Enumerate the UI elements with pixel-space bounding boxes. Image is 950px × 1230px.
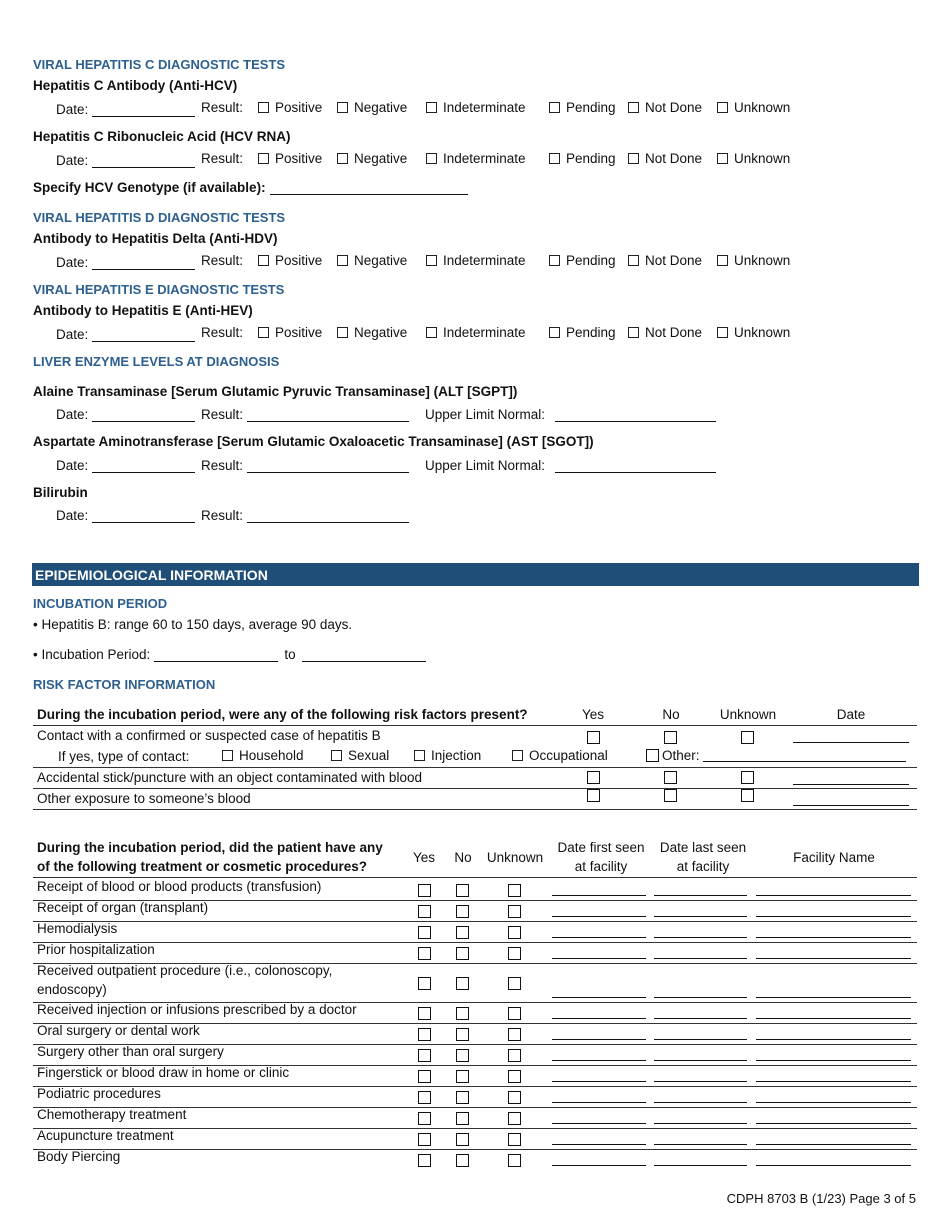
risk-divider bbox=[33, 809, 917, 810]
incubation-note: • Hepatitis B: range 60 to 150 days, average 90 days. bbox=[33, 617, 353, 632]
option-label: Not Done bbox=[645, 252, 703, 268]
date-label: Date: bbox=[56, 327, 89, 342]
checkbox-icon[interactable] bbox=[549, 102, 560, 113]
proc-divider bbox=[33, 877, 917, 878]
risk-question: During the incubation period, were any of the following risk factors present? bbox=[37, 707, 528, 722]
proc-yes-checkbox[interactable] bbox=[418, 1028, 431, 1041]
checkbox-icon[interactable] bbox=[426, 255, 437, 266]
option-label: Indeterminate bbox=[443, 324, 526, 340]
checkbox-icon[interactable] bbox=[717, 255, 728, 266]
proc-no-checkbox[interactable] bbox=[456, 926, 469, 939]
anti-hdv-row-option-pending[interactable] bbox=[549, 250, 616, 270]
date-field[interactable] bbox=[92, 329, 195, 342]
proc-no-checkbox[interactable] bbox=[456, 1070, 469, 1083]
option-label: Positive bbox=[275, 252, 323, 268]
risk-contact-no-checkbox[interactable] bbox=[664, 731, 677, 744]
proc-unknown-checkbox[interactable] bbox=[508, 1091, 521, 1104]
proc-yes-checkbox[interactable] bbox=[418, 1070, 431, 1083]
proc-unknown-checkbox[interactable] bbox=[508, 947, 521, 960]
risk-heading: RISK FACTOR INFORMATION bbox=[33, 677, 216, 692]
result-field[interactable] bbox=[247, 409, 409, 422]
proc-yes-checkbox[interactable] bbox=[418, 1154, 431, 1167]
anti-hdv-row-option-positive[interactable] bbox=[258, 250, 322, 270]
proc-first-seen-field[interactable] bbox=[552, 997, 646, 998]
proc-row-label: Surgery other than oral surgery bbox=[37, 1044, 224, 1059]
checkbox-icon[interactable] bbox=[258, 327, 269, 338]
hcv-rna-title: Hepatitis C Ribonucleic Acid (HCV RNA) bbox=[33, 129, 291, 144]
option-label: Negative bbox=[354, 99, 408, 115]
proc-row-label: Chemotherapy treatment bbox=[37, 1107, 187, 1122]
proc-last-seen-field[interactable] bbox=[654, 958, 747, 959]
option-label: Not Done bbox=[645, 150, 703, 166]
proc-facility-field[interactable] bbox=[756, 1060, 911, 1061]
ast-title: Aspartate Aminotransferase [Serum Glutamic Oxaloacetic Transaminase] (AST [SGOT]) bbox=[33, 434, 594, 449]
sexual-checkbox[interactable] bbox=[331, 750, 342, 761]
proc-row-label: Body Piercing bbox=[37, 1149, 121, 1164]
risk-other-yes-checkbox[interactable] bbox=[587, 789, 600, 802]
checkbox-icon[interactable] bbox=[426, 327, 437, 338]
option-label: Indeterminate bbox=[443, 150, 526, 166]
option-label: Unknown bbox=[734, 99, 791, 115]
household-label: Household bbox=[239, 748, 304, 763]
date-label: Date: bbox=[56, 255, 89, 270]
result-label: Result: bbox=[201, 508, 244, 523]
checkbox-icon[interactable] bbox=[258, 102, 269, 113]
checkbox-icon[interactable] bbox=[628, 153, 639, 164]
anti-hdv-row-option-indeterminate[interactable] bbox=[426, 250, 526, 270]
proc-yes-checkbox[interactable] bbox=[418, 926, 431, 939]
anti-hdv-title: Antibody to Hepatitis Delta (Anti-HDV) bbox=[33, 231, 278, 246]
proc-yes-checkbox[interactable] bbox=[418, 905, 431, 918]
result-label: Result: bbox=[201, 407, 244, 422]
checkbox-icon[interactable] bbox=[717, 327, 728, 338]
uln-label: Upper Limit Normal: bbox=[425, 458, 546, 473]
occupational-label: Occupational bbox=[529, 748, 608, 763]
result-label: Result: bbox=[201, 150, 244, 166]
incubation-to-label: to bbox=[284, 647, 296, 662]
proc-no-checkbox[interactable] bbox=[456, 1091, 469, 1104]
proc-no-checkbox[interactable] bbox=[456, 884, 469, 897]
result-label: Result: bbox=[201, 252, 244, 268]
anti-hdv-row-option-unknown[interactable] bbox=[717, 250, 790, 270]
option-label: Not Done bbox=[645, 324, 703, 340]
proc-divider bbox=[33, 942, 917, 943]
proc-col-no: No bbox=[454, 850, 472, 865]
contact-type-sexual[interactable] bbox=[331, 748, 389, 763]
proc-last-seen-field[interactable] bbox=[654, 1081, 747, 1082]
checkbox-icon[interactable] bbox=[426, 153, 437, 164]
sexual-label: Sexual bbox=[348, 748, 390, 763]
proc-unknown-checkbox[interactable] bbox=[508, 1049, 521, 1062]
checkbox-icon[interactable] bbox=[628, 255, 639, 266]
option-label: Not Done bbox=[645, 99, 703, 115]
option-label: Indeterminate bbox=[443, 252, 526, 268]
proc-unknown-checkbox[interactable] bbox=[508, 926, 521, 939]
risk-stick-unknown-checkbox[interactable] bbox=[741, 771, 754, 784]
risk-other-unknown-checkbox[interactable] bbox=[741, 789, 754, 802]
proc-last-seen-field[interactable] bbox=[654, 1144, 747, 1145]
anti-hcv-row-option-negative[interactable] bbox=[337, 97, 407, 117]
risk-contact-date-field[interactable] bbox=[793, 742, 909, 743]
anti-hev-row-option-positive[interactable] bbox=[258, 322, 322, 342]
proc-facility-field[interactable] bbox=[756, 937, 911, 938]
anti-hcv-row-option-not-done[interactable] bbox=[628, 97, 702, 117]
contact-type-injection[interactable] bbox=[414, 748, 481, 763]
incubation-end-field[interactable] bbox=[302, 649, 426, 662]
other-checkbox[interactable] bbox=[646, 749, 659, 762]
anti-hcv-title: Hepatitis C Antibody (Anti-HCV) bbox=[33, 78, 238, 93]
anti-hev-row-option-not-done[interactable] bbox=[628, 322, 702, 342]
proc-row-label: Received outpatient procedure (i.e., colonoscopy, bbox=[37, 963, 333, 978]
date-field[interactable] bbox=[92, 155, 195, 168]
proc-facility-field[interactable] bbox=[756, 958, 911, 959]
anti-hcv-row-option-unknown[interactable] bbox=[717, 97, 790, 117]
option-label: Indeterminate bbox=[443, 99, 526, 115]
option-label: Positive bbox=[275, 150, 323, 166]
anti-hcv-row-option-indeterminate[interactable] bbox=[426, 97, 526, 117]
proc-unknown-checkbox[interactable] bbox=[508, 977, 521, 990]
proc-no-checkbox[interactable] bbox=[456, 1112, 469, 1125]
proc-unknown-checkbox[interactable] bbox=[508, 884, 521, 897]
anti-hcv-row-option-positive[interactable] bbox=[258, 97, 322, 117]
risk-col-date: Date bbox=[836, 707, 866, 722]
risk-row-stick: Accidental stick/puncture with an object contaminated with blood bbox=[37, 770, 422, 785]
hcv-genotype-row bbox=[33, 180, 468, 195]
anti-hdv-row-option-not-done[interactable] bbox=[628, 250, 702, 270]
proc-last-seen-field[interactable] bbox=[654, 937, 747, 938]
option-label: Unknown bbox=[734, 324, 791, 340]
proc-col-first-2: at facility bbox=[574, 859, 628, 874]
proc-no-checkbox[interactable] bbox=[456, 1028, 469, 1041]
anti-hdv-row-option-negative[interactable] bbox=[337, 250, 407, 270]
proc-row-label: Receipt of organ (transplant) bbox=[37, 900, 209, 915]
proc-col-last-2: at facility bbox=[676, 859, 730, 874]
proc-facility-field[interactable] bbox=[756, 1144, 911, 1145]
proc-col-last-1: Date last seen bbox=[659, 840, 747, 855]
proc-first-seen-field[interactable] bbox=[552, 1123, 646, 1124]
hcv-rna-row-option-pending[interactable] bbox=[549, 148, 616, 168]
proc-question-line1: During the incubation period, did the patient have any bbox=[37, 840, 383, 855]
proc-first-seen-field[interactable] bbox=[552, 1039, 646, 1040]
proc-row-label: Receipt of blood or blood products (transfusion) bbox=[37, 879, 322, 894]
proc-divider bbox=[33, 1086, 917, 1087]
date-field[interactable] bbox=[92, 104, 195, 117]
proc-unknown-checkbox[interactable] bbox=[508, 905, 521, 918]
proc-col-unknown: Unknown bbox=[486, 850, 544, 865]
proc-facility-field[interactable] bbox=[756, 1165, 911, 1166]
proc-first-seen-field[interactable] bbox=[552, 1060, 646, 1061]
risk-col-unknown: Unknown bbox=[719, 707, 777, 722]
other-field[interactable] bbox=[703, 749, 906, 762]
result-label: Result: bbox=[201, 458, 244, 473]
proc-row-label: Oral surgery or dental work bbox=[37, 1023, 200, 1038]
result-label: Result: bbox=[201, 99, 244, 115]
date-label: Date: bbox=[56, 407, 89, 422]
proc-yes-checkbox[interactable] bbox=[418, 947, 431, 960]
proc-yes-checkbox[interactable] bbox=[418, 1007, 431, 1020]
proc-col-yes: Yes bbox=[412, 850, 436, 865]
occupational-checkbox[interactable] bbox=[512, 750, 523, 761]
anti-hev-row-option-negative[interactable] bbox=[337, 322, 407, 342]
incubation-start-field[interactable] bbox=[154, 649, 278, 662]
risk-divider bbox=[33, 725, 917, 726]
date-field[interactable] bbox=[92, 409, 195, 422]
proc-last-seen-field[interactable] bbox=[654, 1018, 747, 1019]
proc-yes-checkbox[interactable] bbox=[418, 1112, 431, 1125]
proc-first-seen-field[interactable] bbox=[552, 1081, 646, 1082]
checkbox-icon[interactable] bbox=[549, 327, 560, 338]
proc-unknown-checkbox[interactable] bbox=[508, 1154, 521, 1167]
risk-other-no-checkbox[interactable] bbox=[664, 789, 677, 802]
checkbox-icon[interactable] bbox=[337, 327, 348, 338]
proc-first-seen-field[interactable] bbox=[552, 916, 646, 917]
anti-hev-row-option-pending[interactable] bbox=[549, 322, 616, 342]
uln-field[interactable] bbox=[555, 460, 716, 473]
proc-divider bbox=[33, 921, 917, 922]
proc-last-seen-field[interactable] bbox=[654, 1039, 747, 1040]
proc-yes-checkbox[interactable] bbox=[418, 1049, 431, 1062]
risk-col-no: No bbox=[662, 707, 680, 722]
uln-field[interactable] bbox=[555, 409, 716, 422]
alt-title: Alaine Transaminase [Serum Glutamic Pyruvic Transaminase] (ALT [SGPT]) bbox=[33, 384, 518, 399]
proc-no-checkbox[interactable] bbox=[456, 1133, 469, 1146]
checkbox-icon[interactable] bbox=[258, 153, 269, 164]
checkbox-icon[interactable] bbox=[717, 153, 728, 164]
proc-last-seen-field[interactable] bbox=[654, 1060, 747, 1061]
proc-facility-field[interactable] bbox=[756, 1123, 911, 1124]
proc-divider bbox=[33, 1149, 917, 1150]
anti-hev-row-option-unknown[interactable] bbox=[717, 322, 790, 342]
incubation-period-label: • Incubation Period: bbox=[33, 647, 151, 662]
footer-text: CDPH 8703 B (1/23) Page 3 of 5 bbox=[726, 1191, 916, 1206]
contact-type-label: If yes, type of contact: bbox=[58, 749, 190, 764]
checkbox-icon[interactable] bbox=[549, 153, 560, 164]
hev-heading: VIRAL HEPATITIS E DIAGNOSTIC TESTS bbox=[33, 282, 285, 297]
proc-no-checkbox[interactable] bbox=[456, 1007, 469, 1020]
proc-question-line2: of the following treatment or cosmetic procedures? bbox=[37, 859, 368, 874]
date-label: Date: bbox=[56, 153, 89, 168]
proc-facility-field[interactable] bbox=[756, 1039, 911, 1040]
option-label: Pending bbox=[566, 252, 616, 268]
proc-unknown-checkbox[interactable] bbox=[508, 1028, 521, 1041]
checkbox-icon[interactable] bbox=[426, 102, 437, 113]
date-label: Date: bbox=[56, 458, 89, 473]
hcv-genotype-field[interactable] bbox=[270, 182, 468, 195]
contact-type-household[interactable] bbox=[222, 748, 304, 763]
proc-yes-checkbox[interactable] bbox=[418, 1133, 431, 1146]
date-field[interactable] bbox=[92, 257, 195, 270]
option-label: Positive bbox=[275, 99, 323, 115]
other-label: Other: bbox=[662, 748, 700, 763]
option-label: Pending bbox=[566, 99, 616, 115]
risk-stick-no-checkbox[interactable] bbox=[664, 771, 677, 784]
proc-facility-field[interactable] bbox=[756, 1081, 911, 1082]
option-label: Negative bbox=[354, 324, 408, 340]
hcv-rna-row-option-indeterminate[interactable] bbox=[426, 148, 526, 168]
risk-stick-yes-checkbox[interactable] bbox=[587, 771, 600, 784]
proc-last-seen-field[interactable] bbox=[654, 895, 747, 896]
anti-hev-row-option-indeterminate[interactable] bbox=[426, 322, 526, 342]
injection-label: Injection bbox=[431, 748, 482, 763]
proc-first-seen-field[interactable] bbox=[552, 937, 646, 938]
option-label: Positive bbox=[275, 324, 323, 340]
incubation-heading: INCUBATION PERIOD bbox=[33, 596, 168, 611]
risk-contact-yes-checkbox[interactable] bbox=[587, 731, 600, 744]
proc-facility-field[interactable] bbox=[756, 895, 911, 896]
risk-other-date-field[interactable] bbox=[793, 805, 909, 806]
proc-no-checkbox[interactable] bbox=[456, 905, 469, 918]
proc-no-checkbox[interactable] bbox=[456, 1049, 469, 1062]
proc-row-label: Received injection or infusions prescribed by a doctor bbox=[37, 1002, 357, 1017]
option-label: Unknown bbox=[734, 150, 791, 166]
option-label: Unknown bbox=[734, 252, 791, 268]
proc-yes-checkbox[interactable] bbox=[418, 884, 431, 897]
proc-unknown-checkbox[interactable] bbox=[508, 1007, 521, 1020]
hcv-genotype-label: Specify HCV Genotype (if available): bbox=[33, 180, 266, 195]
injection-checkbox[interactable] bbox=[414, 750, 425, 761]
checkbox-icon[interactable] bbox=[337, 255, 348, 266]
checkbox-icon[interactable] bbox=[717, 102, 728, 113]
checkbox-icon[interactable] bbox=[337, 102, 348, 113]
contact-type-other[interactable] bbox=[646, 748, 906, 763]
proc-first-seen-field[interactable] bbox=[552, 1144, 646, 1145]
proc-unknown-checkbox[interactable] bbox=[508, 1070, 521, 1083]
result-field[interactable] bbox=[247, 510, 409, 523]
risk-stick-date-field[interactable] bbox=[793, 784, 909, 785]
date-field[interactable] bbox=[92, 460, 195, 473]
proc-row-label: Prior hospitalization bbox=[37, 942, 155, 957]
proc-facility-field[interactable] bbox=[756, 1018, 911, 1019]
proc-facility-field[interactable] bbox=[756, 916, 911, 917]
hcv-rna-row-option-not-done[interactable] bbox=[628, 148, 702, 168]
proc-no-checkbox[interactable] bbox=[456, 977, 469, 990]
hcv-rna-row-option-unknown[interactable] bbox=[717, 148, 790, 168]
checkbox-icon[interactable] bbox=[628, 102, 639, 113]
anti-hev-title: Antibody to Hepatitis E (Anti-HEV) bbox=[33, 303, 253, 318]
proc-unknown-checkbox[interactable] bbox=[508, 1133, 521, 1146]
proc-last-seen-field[interactable] bbox=[654, 1123, 747, 1124]
proc-col-facility: Facility Name bbox=[793, 850, 875, 865]
checkbox-icon[interactable] bbox=[549, 255, 560, 266]
hdv-heading: VIRAL HEPATITIS D DIAGNOSTIC TESTS bbox=[33, 210, 286, 225]
option-label: Pending bbox=[566, 150, 616, 166]
liver-heading: LIVER ENZYME LEVELS AT DIAGNOSIS bbox=[33, 354, 280, 369]
result-field[interactable] bbox=[247, 460, 409, 473]
anti-hcv-row-option-pending[interactable] bbox=[549, 97, 616, 117]
proc-first-seen-field[interactable] bbox=[552, 1165, 646, 1166]
proc-first-seen-field[interactable] bbox=[552, 895, 646, 896]
proc-row-label: Acupuncture treatment bbox=[37, 1128, 174, 1143]
option-label: Pending bbox=[566, 324, 616, 340]
checkbox-icon[interactable] bbox=[628, 327, 639, 338]
proc-row-label: Fingerstick or blood draw in home or clinic bbox=[37, 1065, 290, 1080]
proc-col-first-1: Date first seen bbox=[557, 840, 645, 855]
proc-row-label-cont: endoscopy) bbox=[37, 982, 107, 997]
hcv-rna-row-option-negative[interactable] bbox=[337, 148, 407, 168]
risk-contact-unknown-checkbox[interactable] bbox=[741, 731, 754, 744]
hcv-rna-row-option-positive[interactable] bbox=[258, 148, 322, 168]
bilirubin-title: Bilirubin bbox=[33, 485, 88, 500]
proc-last-seen-field[interactable] bbox=[654, 1102, 747, 1103]
option-label: Negative bbox=[354, 150, 408, 166]
proc-facility-field[interactable] bbox=[756, 997, 911, 998]
proc-last-seen-field[interactable] bbox=[654, 1165, 747, 1166]
risk-divider bbox=[33, 767, 917, 768]
proc-row-label: Podiatric procedures bbox=[37, 1086, 161, 1101]
proc-yes-checkbox[interactable] bbox=[418, 1091, 431, 1104]
incubation-period-row bbox=[33, 647, 426, 662]
risk-divider bbox=[33, 788, 917, 789]
proc-no-checkbox[interactable] bbox=[456, 1154, 469, 1167]
checkbox-icon[interactable] bbox=[258, 255, 269, 266]
risk-row-contact: Contact with a confirmed or suspected case of hepatitis B bbox=[37, 728, 381, 743]
epi-banner: EPIDEMIOLOGICAL INFORMATION bbox=[32, 563, 919, 586]
proc-first-seen-field[interactable] bbox=[552, 1018, 646, 1019]
proc-unknown-checkbox[interactable] bbox=[508, 1112, 521, 1125]
household-checkbox[interactable] bbox=[222, 750, 233, 761]
proc-no-checkbox[interactable] bbox=[456, 947, 469, 960]
risk-row-other-exposure: Other exposure to someone’s blood bbox=[37, 791, 251, 806]
proc-facility-field[interactable] bbox=[756, 1102, 911, 1103]
proc-first-seen-field[interactable] bbox=[552, 958, 646, 959]
proc-row-label: Hemodialysis bbox=[37, 921, 118, 936]
uln-label: Upper Limit Normal: bbox=[425, 407, 546, 422]
proc-first-seen-field[interactable] bbox=[552, 1102, 646, 1103]
option-label: Negative bbox=[354, 252, 408, 268]
contact-type-occupational[interactable] bbox=[512, 748, 608, 763]
date-field[interactable] bbox=[92, 510, 195, 523]
checkbox-icon[interactable] bbox=[337, 153, 348, 164]
proc-last-seen-field[interactable] bbox=[654, 916, 747, 917]
proc-last-seen-field[interactable] bbox=[654, 997, 747, 998]
hcv-heading: VIRAL HEPATITIS C DIAGNOSTIC TESTS bbox=[33, 57, 286, 72]
risk-col-yes: Yes bbox=[581, 707, 605, 722]
proc-yes-checkbox[interactable] bbox=[418, 977, 431, 990]
date-label: Date: bbox=[56, 508, 89, 523]
result-label: Result: bbox=[201, 324, 244, 340]
date-label: Date: bbox=[56, 102, 89, 117]
